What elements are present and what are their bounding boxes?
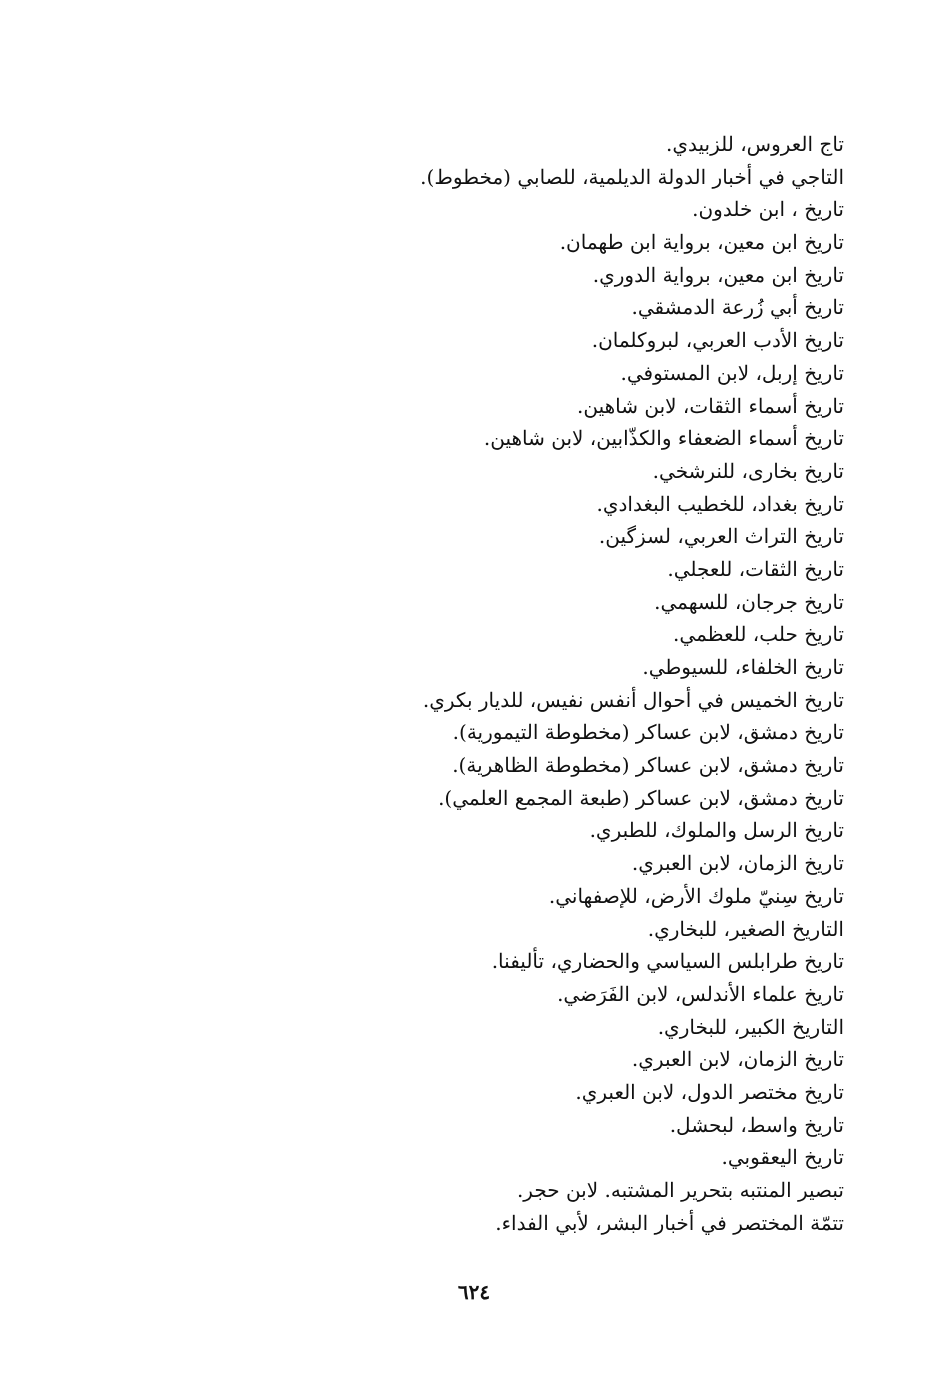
bibliography-entry: تاريخ بخارى، للنرشخي. — [652, 458, 844, 483]
bibliography-entry: تاريخ واسط، لبحشل. — [669, 1112, 844, 1137]
bibliography-entry: تاريخ طرابلس السياسي والحضاري، تأليفنا. — [491, 949, 844, 974]
bibliography-entry: تاريخ دمشق، لابن عساكر (مخطوطة التيمورية). — [452, 720, 844, 745]
bibliography-entry: تاج العروس، للزبيدي. — [665, 132, 844, 156]
bibliography-entry: تاريخ ابن معين، برواية ابن طهمان. — [559, 230, 844, 255]
bibliography-entry: التاريخ الصغير، للبخاري. — [647, 916, 844, 941]
bibliography-entry: تاريخ علماء الأندلس، لابن الفَرَضي. — [557, 981, 844, 1006]
bibliography-entry: تاريخ الزمان، لابن العبري. — [631, 1047, 844, 1072]
bibliography-entry: التاجي في أخبار الدولة الديلمية، للصابي (مخطوط). — [420, 164, 844, 189]
bibliography-entry: تاريخ الثقات، للعجلي. — [667, 556, 844, 581]
bibliography-entry: تاريخ دمشق، لابن عساكر (طبعة المجمع العلمي). — [438, 785, 844, 810]
bibliography-entry: تبصير المنتبه بتحرير المشتبه. لابن حجر. — [516, 1178, 844, 1202]
bibliography-entry: تاريخ أبي زُرعة الدمشقي. — [631, 295, 844, 320]
bibliography-entry: تاريخ أسماء الضعفاء والكذّابين، لابن شاهين. — [483, 426, 844, 451]
bibliography-entry: تاريخ الرسل والملوك، للطبري. — [589, 818, 844, 843]
bibliography-entry: تاريخ الأدب العربي، لبروكلمان. — [591, 328, 844, 353]
bibliography-list — [384, 128, 844, 1239]
bibliography-entry: تاريخ إربل، لابن المستوفي. — [620, 360, 844, 385]
bibliography-entry: تاريخ الزمان، لابن العبري. — [631, 851, 844, 876]
bibliography-entry: تاريخ مختصر الدول، لابن العبري. — [575, 1079, 844, 1104]
page-number: ٦٢٤ — [457, 1280, 491, 1304]
bibliography-entry: تاريخ ، ابن خلدون. — [692, 197, 844, 222]
bibliography-entry: تاريخ حلب، للعظمي. — [673, 622, 844, 647]
bibliography-entry: تاريخ الخلفاء، للسيوطي. — [642, 655, 844, 679]
bibliography-entry: التاريخ الكبير، للبخاري. — [657, 1014, 844, 1039]
bibliography-entry: تاريخ ابن معين، برواية الدوري. — [592, 262, 844, 287]
bibliography-entry: تتمّة المختصر في أخبار البشر، لأبي الفداء. — [495, 1210, 844, 1235]
bibliography-entry: تاريخ جرجان، للسهمي. — [654, 589, 844, 614]
bibliography-entry: تاريخ دمشق، لابن عساكر (مخطوطة الظاهرية). — [452, 753, 844, 778]
bibliography-entry: تاريخ التراث العربي، لسزگين. — [598, 524, 844, 549]
bibliography-entry: تاريخ سِنيّ ملوك الأرض، للإصفهاني. — [548, 883, 844, 908]
bibliography-entry: تاريخ بغداد، للخطيب البغدادي. — [596, 491, 844, 516]
bibliography-entry: تاريخ أسماء الثقات، لابن شاهين. — [577, 393, 844, 418]
bibliography-entry: تاريخ الخميس في أحوال أنفس نفيس، للديار بكري. — [422, 687, 844, 712]
bibliography-entry: تاريخ اليعقوبي. — [721, 1145, 844, 1170]
